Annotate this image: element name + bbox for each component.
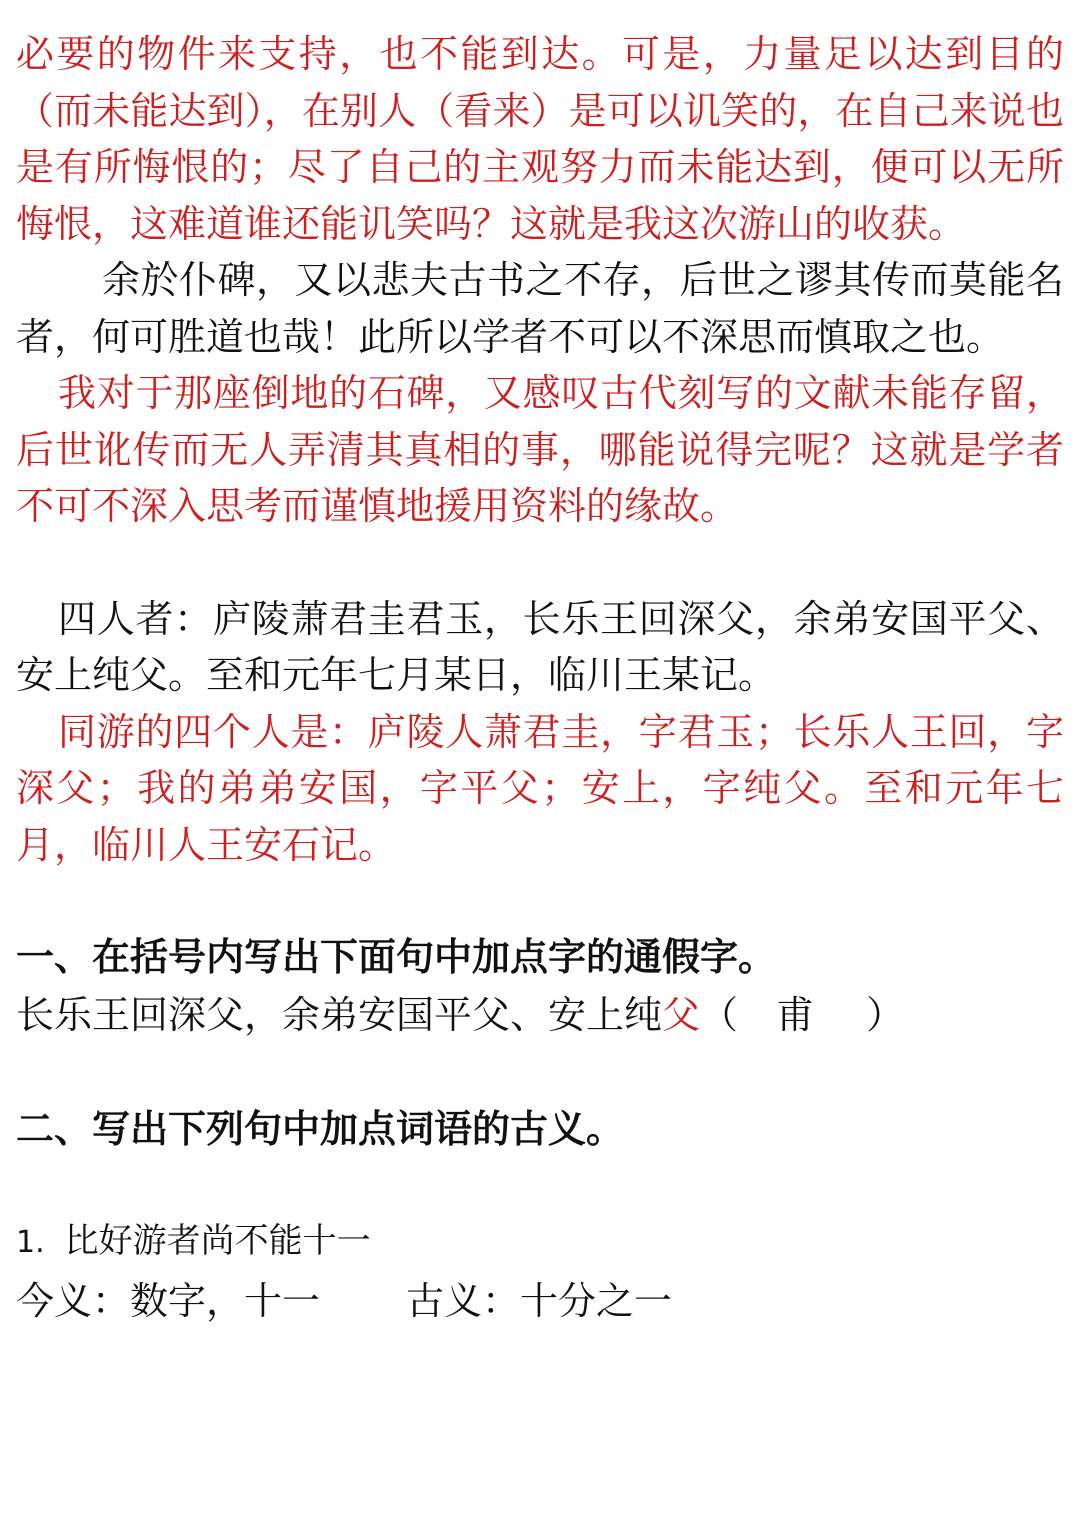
document-page [16,26,1064,1331]
question-2-meanings [16,1271,1064,1331]
question-1-paren-close: ） [866,993,905,1037]
translation-paragraph-2: 我对于那座倒地的石碑，又感叹古代刻写的文献未能存留，后世讹传而无人弄清其真相的事，哪能说得完呢？这就是学者不可不深入思考而谨慎地援用资料的缘故。 [16,371,1064,528]
translation-paragraph-3: 同游的四个人是：庐陵人萧君圭，字君玉；长乐人王回，字深父；我的弟弟安国，字平父；安上，字纯父。至和元年七月，临川人王安石记。 [16,709,1064,867]
question-2-item [16,1213,1064,1271]
question-1-sentence [16,985,1064,1045]
spacer [16,1157,1064,1213]
spacer [16,873,1064,929]
question-1-heading: 一、在括号内写出下面句中加点字的通假字。 [16,935,777,979]
question-1-paren-open: （ [700,993,739,1037]
spacer [16,535,1064,591]
question-2-item-text: 比好游者尚不能十一 [64,1221,371,1261]
spacer [16,1045,1064,1101]
original-paragraph-3: 四人者：庐陵萧君圭君玉，长乐王回深父，余弟安国平父、安上纯父。至和元年七月某日，临川王某记。 [16,596,1064,697]
question-2-heading: 二、写出下列句中加点词语的古义。 [16,1107,625,1151]
original-paragraph-2: 余於仆碑，又以悲夫古书之不存，后世之谬其传而莫能名者，何可胜道也哉！此所以学者不可以不深思而慎取之也。 [16,258,1064,359]
question-1-sentence-text: 长乐王回深父，余弟安国平父、安上纯 [16,993,663,1037]
ancient-meaning-value: 十分之一 [520,1279,673,1323]
modern-meaning-value: 数字，十一 [130,1279,321,1323]
question-1-highlighted-char: 父 [662,993,701,1037]
ancient-meaning-label: 古义： [406,1279,521,1323]
translation-paragraph-1: 必要的物件来支持，也不能到达。可是，力量足以达到目的（而未能达到），在别人（看来）是可以讥笑的，在自己来说也是有所悔恨的；尽了自己的主观努力而未能达到，便可以无所悔恨，这难道谁还能讥笑吗？这就是我这次游山的收获。 [16,32,1064,246]
modern-meaning-label: 今义： [16,1279,131,1323]
question-2-item-number: 1. [16,1225,45,1260]
question-1-answer: 甫 [776,993,815,1037]
